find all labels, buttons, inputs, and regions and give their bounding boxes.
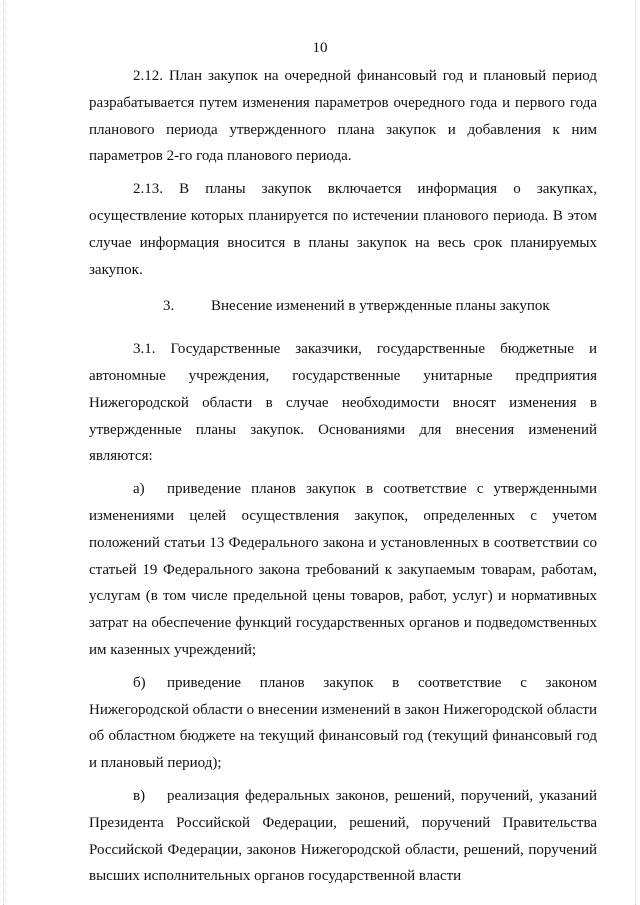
page-number: 10 — [312, 40, 328, 56]
list-item-label: в) — [133, 787, 146, 804]
list-item-text: реализация федеральных законов, решений, поручений, указаний Президента Российской Федерации, решений, поручений Правительства Российской Федерации, законов Нижегородской области, решений, поручений высших исполнительных органов государственной власти — [89, 787, 597, 885]
list-item-label: а) — [133, 481, 145, 498]
list-item-text: приведение планов закупок в соответствие с законом Нижегородской области о внесении изменений в закон Нижегородской области об областном бюджете на текущий финансовый год (текущий финансовый год и плановый период); — [89, 674, 597, 772]
list-item-label: б) — [133, 674, 146, 691]
paragraph-2-12: 2.12. План закупок на очередной финансовый год и плановый период разрабатывается путем изменения параметров очередного года и первого года планового периода утвержденного плана закупок и добавления к ним параметров 2-го года планового периода. — [89, 68, 597, 165]
list-item-text: приведение планов закупок в соответствие с утвержденными изменениями целей осуществления закупок, определенных с учетом положений статьи 13 Федерального закона и установленных в соответствии со статьей 19 Федерального закона требований к закупаемым товарам, работам, услугам (в том числе предельной цены товаров, работ, услуг) и нормативных затрат на обеспечение функций государственных органов и подведомственных им казенных учреждений; — [89, 481, 597, 658]
section-title: Внесение изменений в утвержденные планы закупок — [211, 298, 550, 315]
paragraph-3-1: 3.1. Государственные заказчики, государственные бюджетные и автономные учреждения, государственные унитарные предприятия Нижегородской области в случае необходимости вносят изменения в утвержденные планы закупок. Основаниями для внесения изменений являются: — [89, 341, 597, 465]
paragraph-2-13: 2.13. В планы закупок включается информация о закупках, осуществление которых планируется по истечении планового периода. В этом случае информация вносится в планы закупок на весь срок планируемых закупок. — [89, 181, 597, 278]
section-heading — [89, 293, 597, 320]
list-item-a — [89, 476, 597, 664]
page-edge-right — [635, 0, 636, 905]
page-edge-left — [3, 0, 4, 905]
list-item-b — [89, 670, 597, 777]
section-number: 3. — [163, 298, 175, 315]
document-body — [89, 63, 597, 896]
list-item-v — [89, 783, 597, 890]
